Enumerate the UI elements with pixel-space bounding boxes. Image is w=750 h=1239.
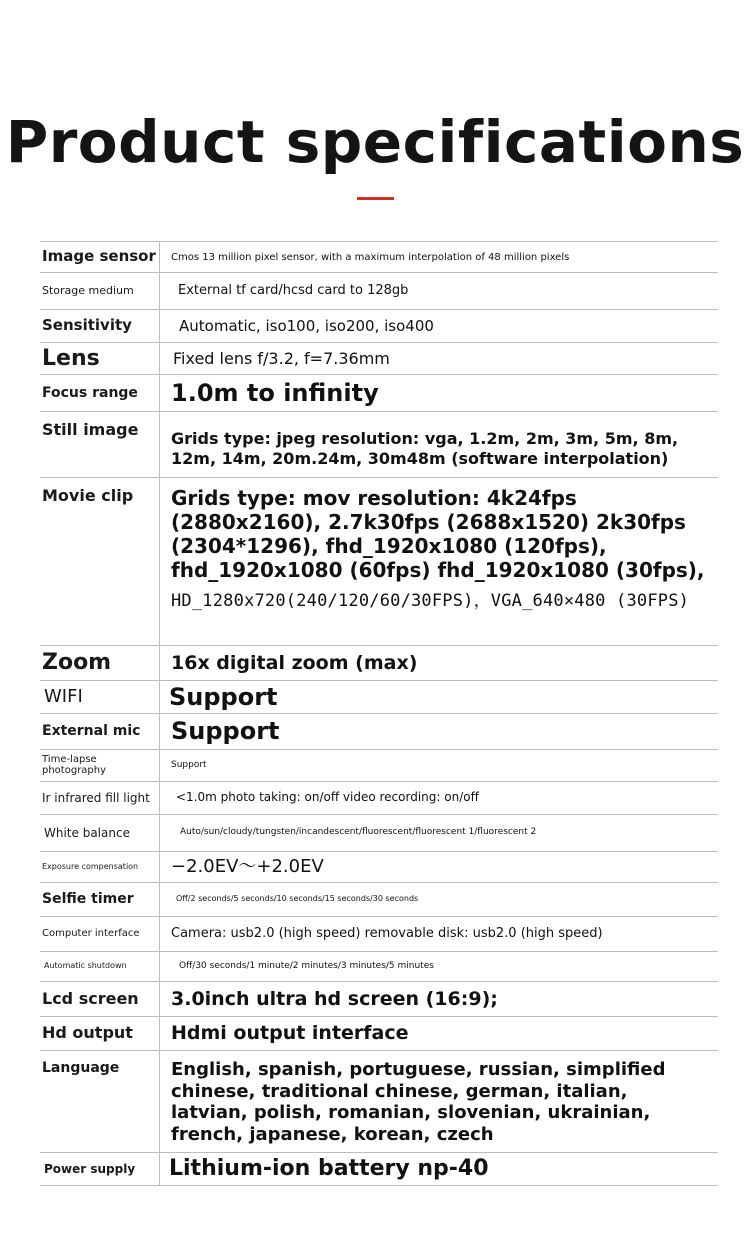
spec-label: Ir infrared fill light <box>40 782 160 814</box>
spec-value: Off/2 seconds/5 seconds/10 seconds/15 seconds/30 seconds <box>176 894 419 904</box>
spec-value: Fixed lens f/3.2, f=7.36mm <box>173 348 390 368</box>
spec-row-exposure-compensation <box>40 852 718 883</box>
spec-row-wifi <box>40 681 718 714</box>
spec-value: English, spanish, portuguese, russian, simplified chinese, traditional chinese, german, italian, latvian, polish, romanian, slovenian, ukrainian, french, japanese, korean, czech <box>171 1059 666 1145</box>
spec-label: Movie clip <box>40 478 160 645</box>
spec-value: Camera: usb2.0 (high speed) removable disk: usb2.0 (high speed) <box>171 925 603 941</box>
spec-label: Sensitivity <box>40 310 160 342</box>
spec-value: Cmos 13 million pixel sensor, with a maximum interpolation of 48 million pixels <box>171 251 570 263</box>
spec-row-sensitivity <box>40 310 718 343</box>
spec-value: Automatic, iso100, iso200, iso400 <box>179 316 434 335</box>
spec-row-white-balance <box>40 815 718 852</box>
spec-value: 3.0inch ultra hd screen (16:9); <box>171 987 498 1010</box>
spec-row-image-sensor <box>40 242 718 273</box>
spec-value: Support <box>171 759 207 770</box>
spec-label: Selfie timer <box>40 883 160 916</box>
spec-label: Language <box>40 1051 160 1152</box>
spec-label: Computer interface <box>40 917 160 951</box>
spec-row-language <box>40 1051 718 1153</box>
spec-row-computer-interface <box>40 917 718 952</box>
title-accent-bar <box>357 197 394 200</box>
spec-value: <1.0m photo taking: on/off video recording: on/off <box>176 790 479 805</box>
spec-label: Power supply <box>40 1153 160 1185</box>
spec-row-selfie-timer <box>40 883 718 917</box>
spec-label: Hd output <box>40 1017 160 1050</box>
spec-label: WIFI <box>40 681 160 713</box>
spec-row-automatic-shutdown <box>40 952 718 982</box>
spec-label: Lens <box>40 343 160 374</box>
spec-value: Hdmi output interface <box>171 1022 409 1045</box>
movie-clip-hd-formats: HD_1280x720(240/120/60/30FPS)，VGA_640×480 (30FPS) <box>171 591 690 611</box>
spec-row-lcd-screen <box>40 982 718 1017</box>
spec-row-ir-fill-light <box>40 782 718 815</box>
movie-clip-formats: Grids type: mov resolution: 4k24fps (2880x2160), 2.7k30fps (2688x1520) 2k30fps (2304*1296), fhd_1920x1080 (120fps), fhd_1920x1080 (60fps) fhd_1920x1080 (30fps), <box>171 486 705 582</box>
spec-value: Auto/sun/cloudy/tungsten/incandescent/fluorescent/fluorescent 1/fluorescent 2 <box>180 827 537 838</box>
spec-row-still-image <box>40 412 718 478</box>
spec-label: Exposure compensation <box>40 852 160 882</box>
spec-value: External tf card/hcsd card to 128gb <box>178 282 409 298</box>
spec-table <box>40 241 718 1186</box>
spec-value: Lithium-ion battery np-40 <box>169 1155 489 1181</box>
page-title: Product specifications <box>5 108 745 176</box>
spec-value: Support <box>169 682 278 711</box>
spec-value: 1.0m to infinity <box>171 378 379 407</box>
spec-value: 16x digital zoom (max) <box>171 651 418 674</box>
spec-value: Support <box>171 717 280 746</box>
spec-row-time-lapse <box>40 750 718 782</box>
spec-row-external-mic <box>40 714 718 750</box>
spec-row-power-supply <box>40 1153 718 1186</box>
spec-value: Grids type: jpeg resolution: vga, 1.2m, 2m, 3m, 5m, 8m, 12m, 14m, 20m.24m, 30m48m (software interpolation) <box>171 429 679 468</box>
spec-row-lens <box>40 343 718 375</box>
spec-label: Still image <box>40 412 160 477</box>
spec-value <box>160 478 718 645</box>
spec-value: Off/30 seconds/1 minute/2 minutes/3 minutes/5 minutes <box>179 960 434 971</box>
spec-row-zoom <box>40 646 718 681</box>
spec-label: Time-lapse photography <box>40 750 160 781</box>
spec-label: Storage medium <box>40 273 160 309</box>
spec-row-focus-range <box>40 375 718 412</box>
spec-value: −2.0EV～+2.0EV <box>171 856 324 878</box>
spec-label: Automatic shutdown <box>40 952 160 981</box>
spec-label: External mic <box>40 714 160 749</box>
spec-label: Focus range <box>40 375 160 411</box>
spec-row-storage-medium <box>40 273 718 310</box>
spec-label: Zoom <box>40 646 160 680</box>
spec-label: Lcd screen <box>40 982 160 1016</box>
spec-row-movie-clip <box>40 478 718 646</box>
spec-row-hd-output <box>40 1017 718 1051</box>
spec-label: Image sensor <box>40 242 160 272</box>
spec-label: White balance <box>40 815 160 851</box>
